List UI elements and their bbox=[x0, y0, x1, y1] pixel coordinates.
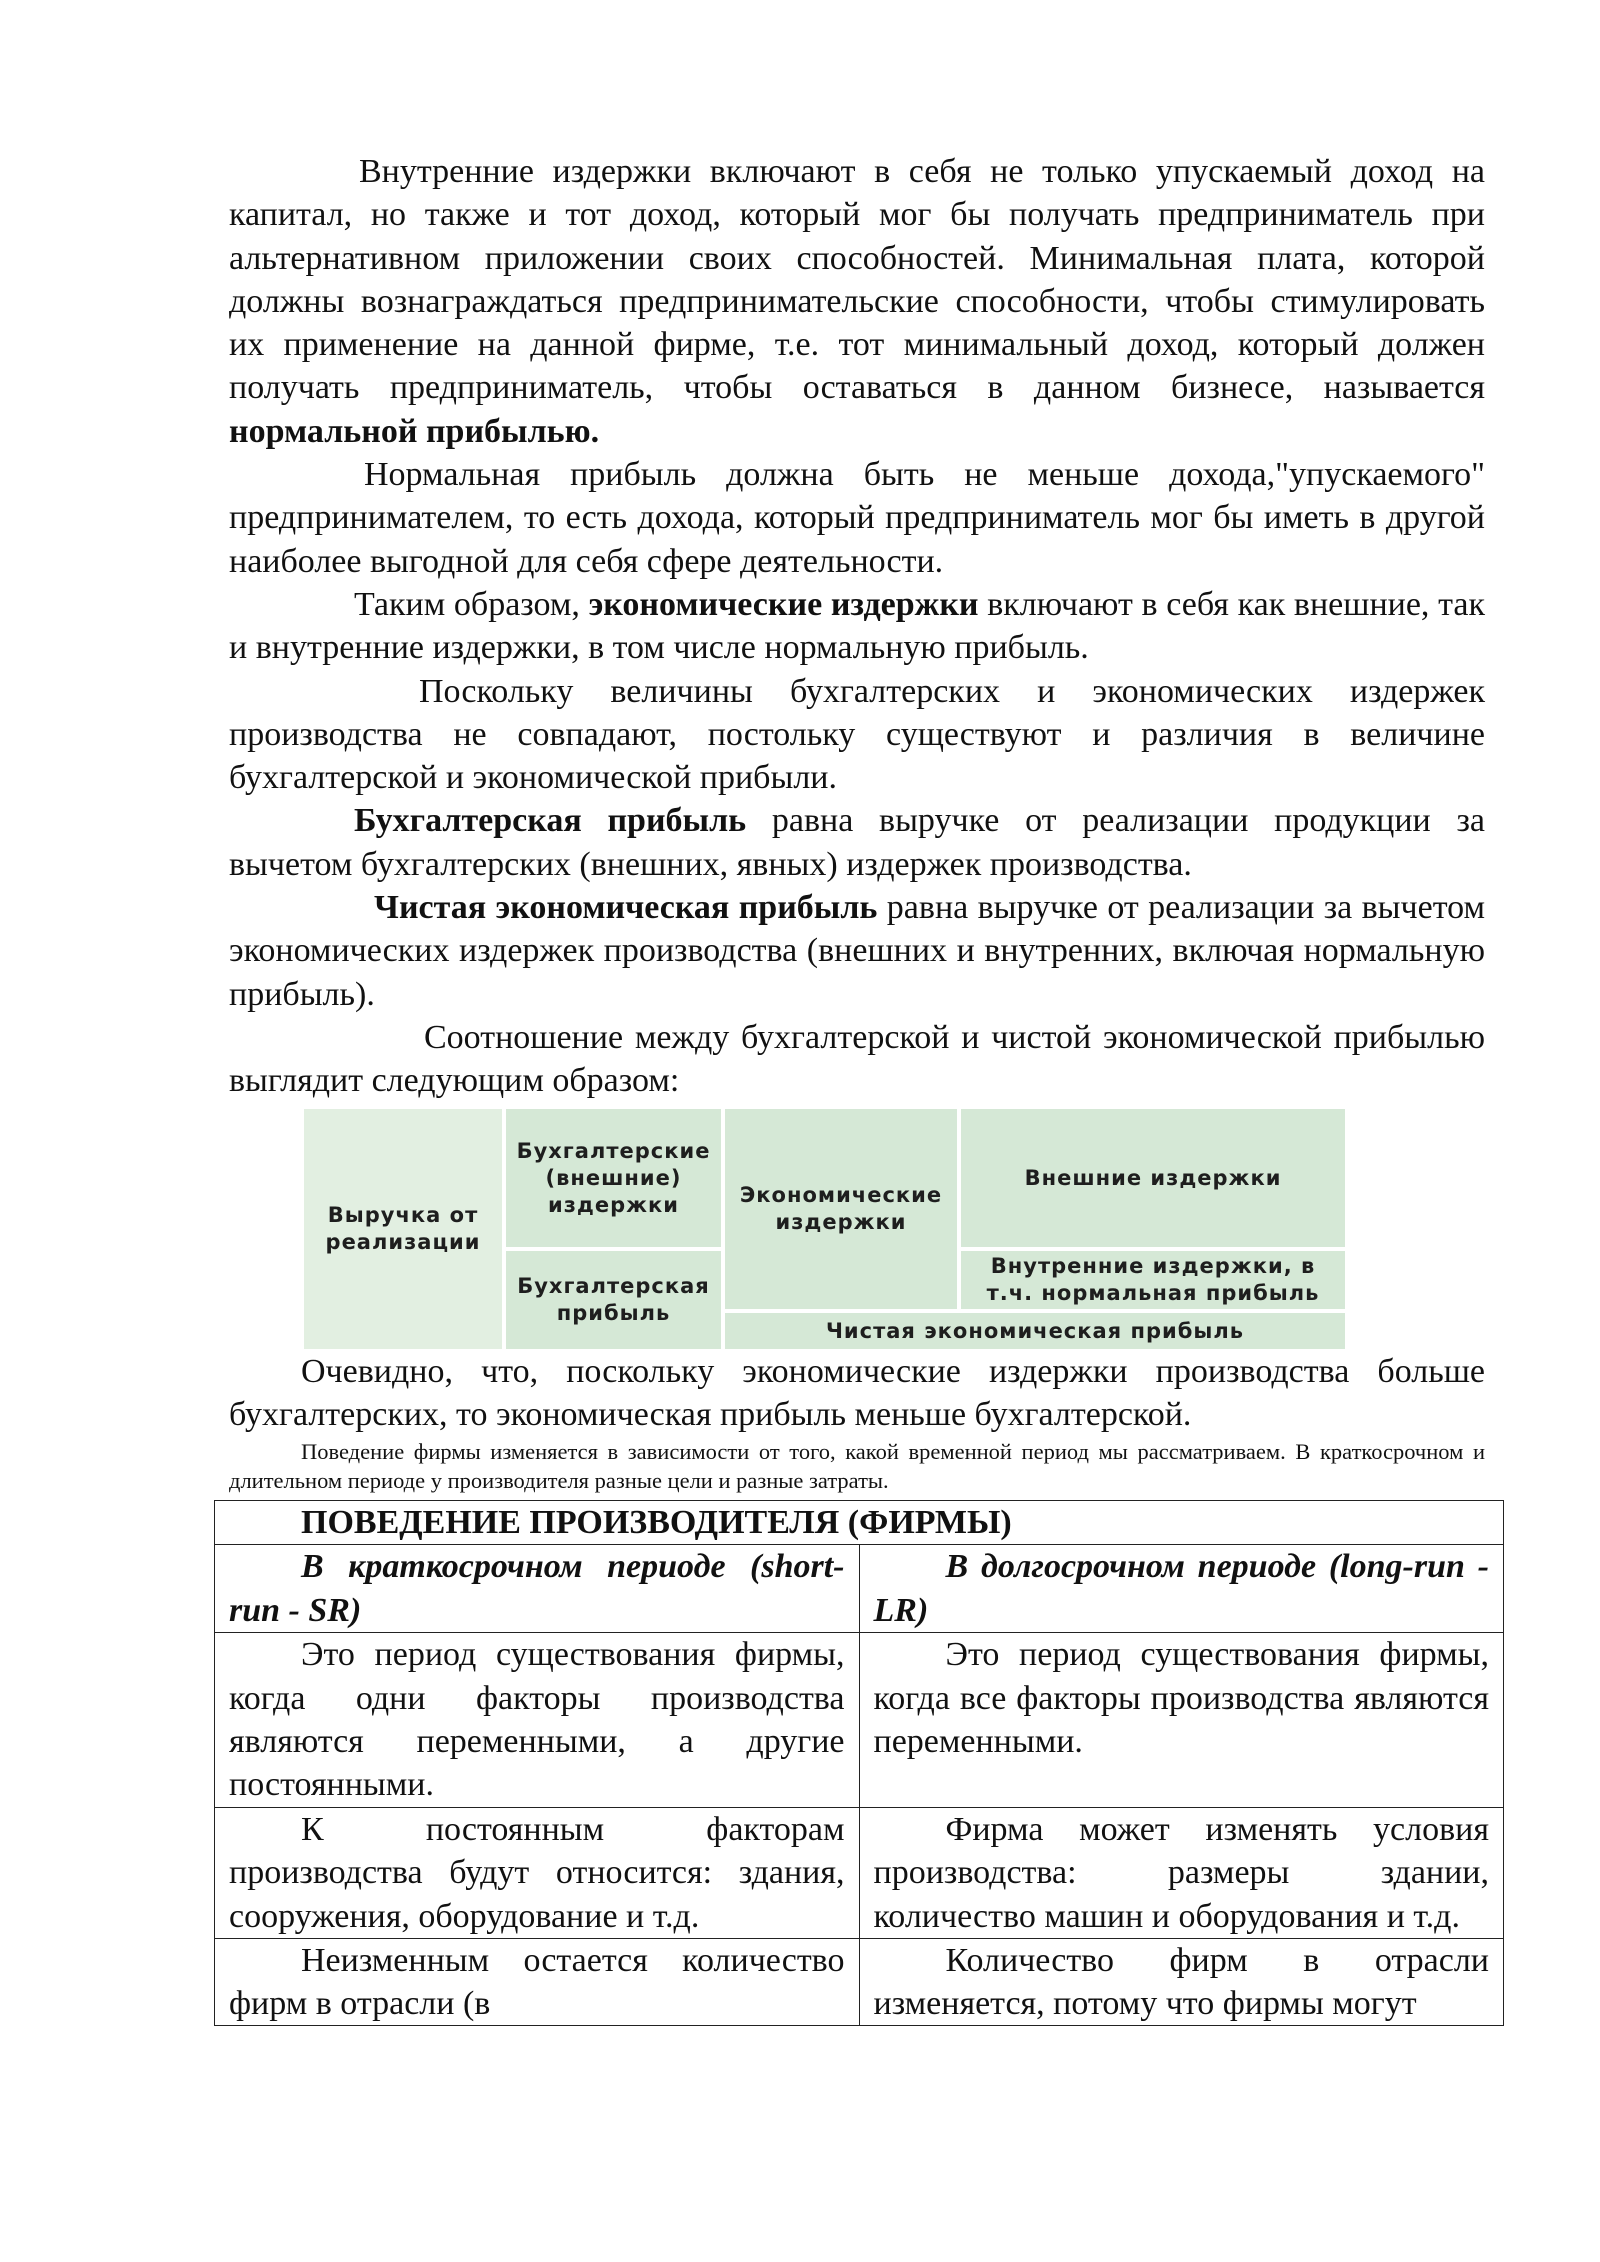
table-cell-short-run: Это период существования фирмы, когда одни факторы производства являются переменными, а другие постоянными. bbox=[215, 1633, 860, 1808]
table-title-row bbox=[215, 1501, 1504, 1545]
table-cell-short-run: К постоянным факторам производства будут относится: здания, сооружения, оборудование и т.д. bbox=[215, 1807, 860, 1938]
term-economic-costs: экономические издержки bbox=[588, 585, 979, 623]
table-header-row bbox=[215, 1545, 1504, 1633]
table-cell-text: Количество фирм в отрасли изменяется, потому что фирмы могут bbox=[873, 1942, 1489, 2023]
table-cell-long-run: Фирма может изменять условия производства: размеры здании, количество машин и оборудования и т.д. bbox=[859, 1807, 1504, 1938]
diagram-cell-internal-costs: Внутренние издержки, в т.ч. нормальная прибыль bbox=[961, 1251, 1345, 1309]
paragraph-profit-difference: Поскольку величины бухгалтерских и экономических издержек производства не совпадают, постольку существуют и различия в величине бухгалтерской и экономической прибыли. bbox=[229, 672, 1485, 797]
column-header-long-run: В долгосрочном периоде (long-run - LR) bbox=[859, 1545, 1504, 1633]
paragraph-text: равна выручке от реализации продукции за вычетом бухгалтерских (внешних, явных) издержек производства. bbox=[229, 802, 1485, 883]
diagram-cell-accounting-costs: Бухгалтерские (внешние) издержки bbox=[506, 1109, 721, 1247]
note-text bbox=[229, 1437, 1485, 1495]
table-cell-long-run bbox=[859, 1939, 1504, 2026]
paragraph-text: Таким образом, bbox=[354, 585, 589, 623]
term-net-economic-profit: Чистая экономическая прибыль bbox=[374, 889, 878, 927]
table-title: ПОВЕДЕНИЕ ПРОИЗВОДИТЕЛЯ (ФИРМЫ) bbox=[215, 1501, 1504, 1545]
paragraph-conclusion: Очевидно, что, поскольку экономические издержки производства больше бухгалтерских, то экономическая прибыль меньше бухгалтерской. bbox=[229, 1353, 1485, 1433]
column-header-short-run: В краткосрочном периоде (short-run - SR) bbox=[215, 1545, 860, 1633]
diagram-cell-economic-costs: Экономические издержки bbox=[725, 1109, 957, 1309]
profit-diagram bbox=[304, 1109, 1345, 1349]
producer-behavior-table bbox=[214, 1500, 1504, 2026]
diagram-cell-external-costs: Внешние издержки bbox=[961, 1109, 1345, 1247]
diagram-cell-accounting-profit: Бухгалтерская прибыль bbox=[506, 1251, 721, 1349]
table-cell-text: Неизменным остается количество фирм в отрасли (в bbox=[229, 1942, 845, 2023]
paragraph-ratio: Соотношение между бухгалтерской и чистой экономической прибылью выглядит следующим образом: bbox=[229, 1018, 1485, 1100]
term-accounting-profit: Бухгалтерская прибыль bbox=[354, 802, 747, 840]
paragraph-text: Внутренние издержки включают в себя не только упускаемый доход на капитал, но также и тот доход, который мог бы получать предприниматель при альтернативном приложении своих способностей. Минимальная плата, которой должны вознаграждаться предпринимательские способности, чтобы стимулировать их применение на данной фирме, т.е. тот минимальный доход, который должен получать предприниматель, чтобы оставаться в данном бизнесе, называется bbox=[229, 153, 1485, 407]
table-cell-long-run: Это период существования фирмы, когда все факторы производства являются переменными. bbox=[859, 1633, 1504, 1808]
diagram-cell-net-economic-profit: Чистая экономическая прибыль bbox=[725, 1313, 1345, 1349]
paragraph-note: Поведение фирмы изменяется в зависимости от того, какой временной период мы рассматриваем. В краткосрочном и длительном периоде у производителя разные цели и разные затраты. bbox=[229, 1439, 1485, 1493]
conclusion-text bbox=[229, 1350, 1485, 1436]
table-row bbox=[215, 1633, 1504, 1808]
term-normal-profit: нормальной прибылью. bbox=[229, 412, 600, 450]
table-row bbox=[215, 1939, 1504, 2026]
diagram-cell-revenue: Выручка от реализации bbox=[304, 1109, 502, 1349]
table-cell-short-run bbox=[215, 1939, 860, 2026]
main-text bbox=[229, 150, 1485, 1103]
paragraph-normal-profit: Нормальная прибыль должна быть не меньше дохода,"упускаемого" предпринимателем, то есть дохода, который предприниматель мог бы иметь в другой наиболее выгодной для себя сфере деятельности. bbox=[229, 456, 1485, 580]
paragraph-text: включают в себя как внешние, так и внутренние издержки, в том числе нормальную прибыль. bbox=[229, 585, 1485, 667]
paragraph-text: равна выручке от реализации за вычетом экономических издержек производства (внешних и внутренних, включая нормальную прибыль). bbox=[229, 889, 1485, 1013]
table-row bbox=[215, 1807, 1504, 1938]
paragraph-net-economic-profit bbox=[229, 886, 1485, 1016]
paragraph-economic-costs bbox=[229, 583, 1485, 670]
paragraph-internal-costs bbox=[229, 150, 1485, 453]
paragraph-accounting-profit bbox=[229, 799, 1485, 886]
